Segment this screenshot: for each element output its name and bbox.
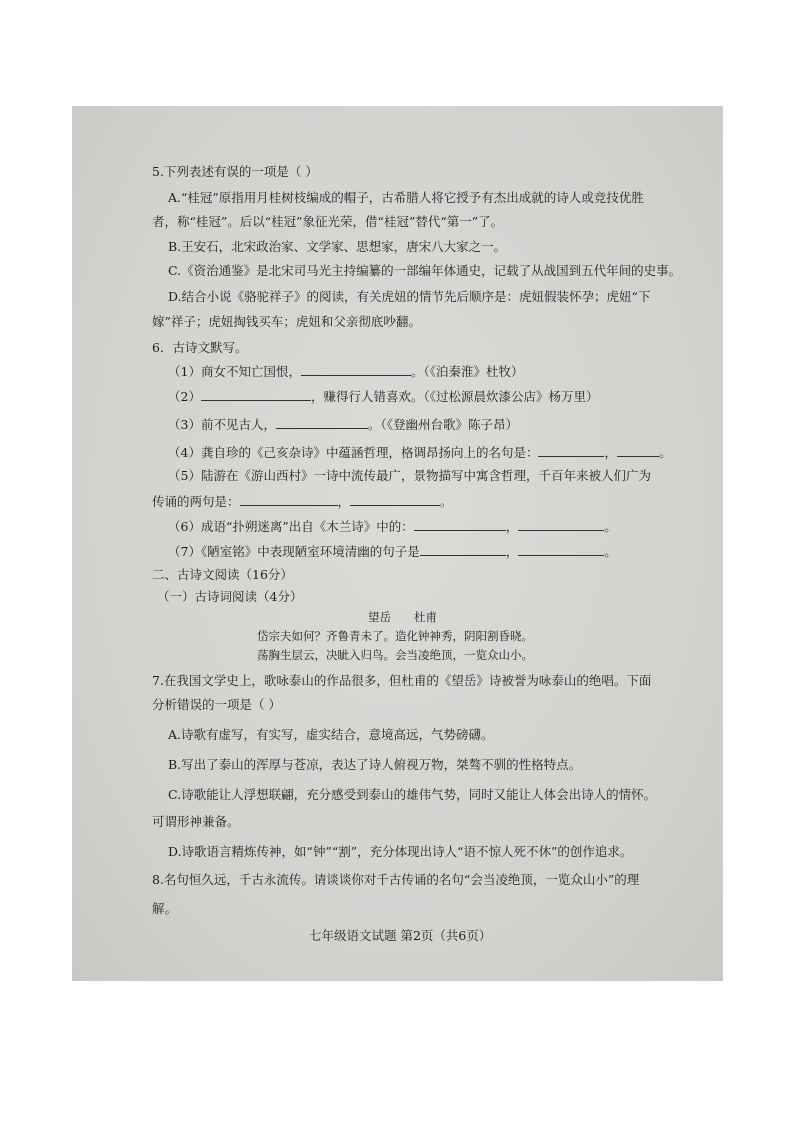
q6-item-5-line2	[152, 493, 453, 510]
q7-option-d: D.诗歌语言精炼传神，如“钟”“割”，充分体现出诗人“语不惊人死不休”的创作追求。	[168, 844, 633, 859]
answer-blank[interactable]	[518, 518, 604, 531]
q7-stem-line1: 7.在我国文学史上，歌咏泰山的作品很多，但杜甫的《望岳》诗被誉为咏泰山的绝唱。下面	[152, 673, 652, 688]
q6-item-6-comma: ，	[505, 519, 519, 534]
answer-blank[interactable]	[617, 444, 659, 457]
q7-option-c-line1: C.诗歌能让人浮想联翩，充分感受到泰山的雄伟气势，同时又能让人体会出诗人的情怀。	[168, 787, 657, 802]
q7-option-a: A.诗歌有虚写，有实写，虚实结合，意境高远，气势磅礴。	[168, 727, 494, 742]
q5-option-d-line1: D.结合小说《骆驼祥子》的阅读，有关虎妞的情节先后顺序是：虎妞假装怀孕；虎妞“下	[168, 289, 651, 304]
q6-item-2-text: ，赚得行人错喜欢。（《过松源晨炊漆公店》杨万里）	[310, 389, 599, 404]
q6-item-7-comma: ，	[505, 544, 519, 559]
q5-option-a-line1: A.“桂冠”原指用月桂树枝编成的帽子，古希腊人将它授予有杰出成就的诗人或竞技优胜	[168, 190, 644, 205]
q6-item-6-end: 。	[604, 519, 617, 534]
page-footer: 七年级语文试题 第2页（共6页）	[309, 928, 492, 943]
q6-item-4-text: （4）龚自珍的《己亥杂诗》中蕴涵哲理，格调昂扬向上的名句是：	[168, 445, 539, 460]
q6-stem: 6．古诗文默写。	[152, 340, 248, 355]
q6-item-6-text: （6）成语“扑朔迷离”出自《木兰诗》中的：	[168, 519, 414, 534]
q6-item-6	[168, 518, 617, 535]
q6-item-4-comma: ，	[604, 445, 617, 460]
answer-blank[interactable]	[414, 518, 506, 531]
q6-item-5-lead: 传诵的两句是：	[152, 494, 240, 509]
q6-item-4	[168, 444, 672, 461]
q7-option-b: B.写出了泰山的浑厚与苍凉，表达了诗人俯视万物，桀骜不驯的性格特点。	[168, 757, 582, 772]
answer-blank[interactable]	[276, 416, 368, 429]
q6-item-3	[168, 416, 518, 433]
answer-blank[interactable]	[538, 444, 604, 457]
poem-line-2: 荡胸生层云，决眦入归鸟。会当凌绝顶，一览众山小。	[257, 648, 533, 662]
q6-item-5-end: 。	[440, 494, 453, 509]
q6-item-1-text: （1）商女不知亡国恨，	[168, 364, 301, 379]
q6-item-2	[168, 388, 598, 405]
section-2-subtitle: （一）古诗词阅读（4分）	[157, 589, 303, 604]
q6-item-7	[168, 543, 617, 560]
q8-stem-line1: 8.名句恒久远，千古永流传。请谈谈你对千古传诵的名句“会当凌绝顶，一览众山小”的理	[152, 872, 640, 887]
answer-blank[interactable]	[240, 493, 338, 506]
q6-item-5-comma: ，	[337, 494, 351, 509]
poem-line-1: 岱宗夫如何？齐鲁青未了。造化钟神秀，阴阳割昏晓。	[257, 629, 533, 643]
answer-blank[interactable]	[350, 493, 440, 506]
q5-option-b: B.王安石，北宋政治家、文学家、思想家，唐宋八大家之一。	[168, 239, 507, 254]
q5-option-d-line2: 嫁”祥子；虎妞掏钱买车；虎妞和父亲彻底吵翻。	[152, 314, 421, 329]
q5-option-a-line2: 者，称“桂冠”。后以“桂冠”象征光荣，借“桂冠”替代“第一”了。	[152, 214, 504, 229]
q6-item-5-line1: （5）陆游在《游山西村》一诗中流传最广，景物描写中寓含哲理，千百年来被人们广为	[168, 468, 651, 483]
answer-blank[interactable]	[518, 543, 604, 556]
q6-item-3-source: 。（《登幽州台歌》陈子昂）	[367, 417, 518, 432]
answer-blank[interactable]	[201, 388, 311, 401]
q5-option-c: C.《资治通鉴》是北宋司马光主持编纂的一部编年体通史，记载了从战国到五代年间的史事。	[168, 263, 682, 278]
q6-item-4-end: 。	[658, 445, 672, 460]
section-2-title: 二、古诗文阅读（16分）	[152, 567, 293, 582]
q6-item-7-end: 。	[604, 544, 617, 559]
answer-blank[interactable]	[420, 543, 506, 556]
q5-stem: 5.下列表述有误的一项是（ ）	[152, 164, 318, 179]
poem-title: 望岳 杜甫	[368, 610, 437, 624]
q6-item-1-source: 。（《泊秦淮》杜牧）	[410, 364, 524, 379]
q6-item-7-text: （7）《陋室铭》中表现陋室环境清幽的句子是	[168, 544, 420, 559]
q7-stem-line2: 分析错误的一项是（ ）	[152, 697, 281, 712]
q6-item-1	[168, 363, 523, 380]
q6-item-2-label: （2）	[168, 389, 201, 404]
q6-item-3-text: （3）前不见古人，	[168, 417, 276, 432]
q7-option-c-line2: 可谓形神兼备。	[152, 814, 240, 829]
q8-stem-line2: 解。	[152, 901, 178, 916]
answer-blank[interactable]	[301, 363, 411, 376]
